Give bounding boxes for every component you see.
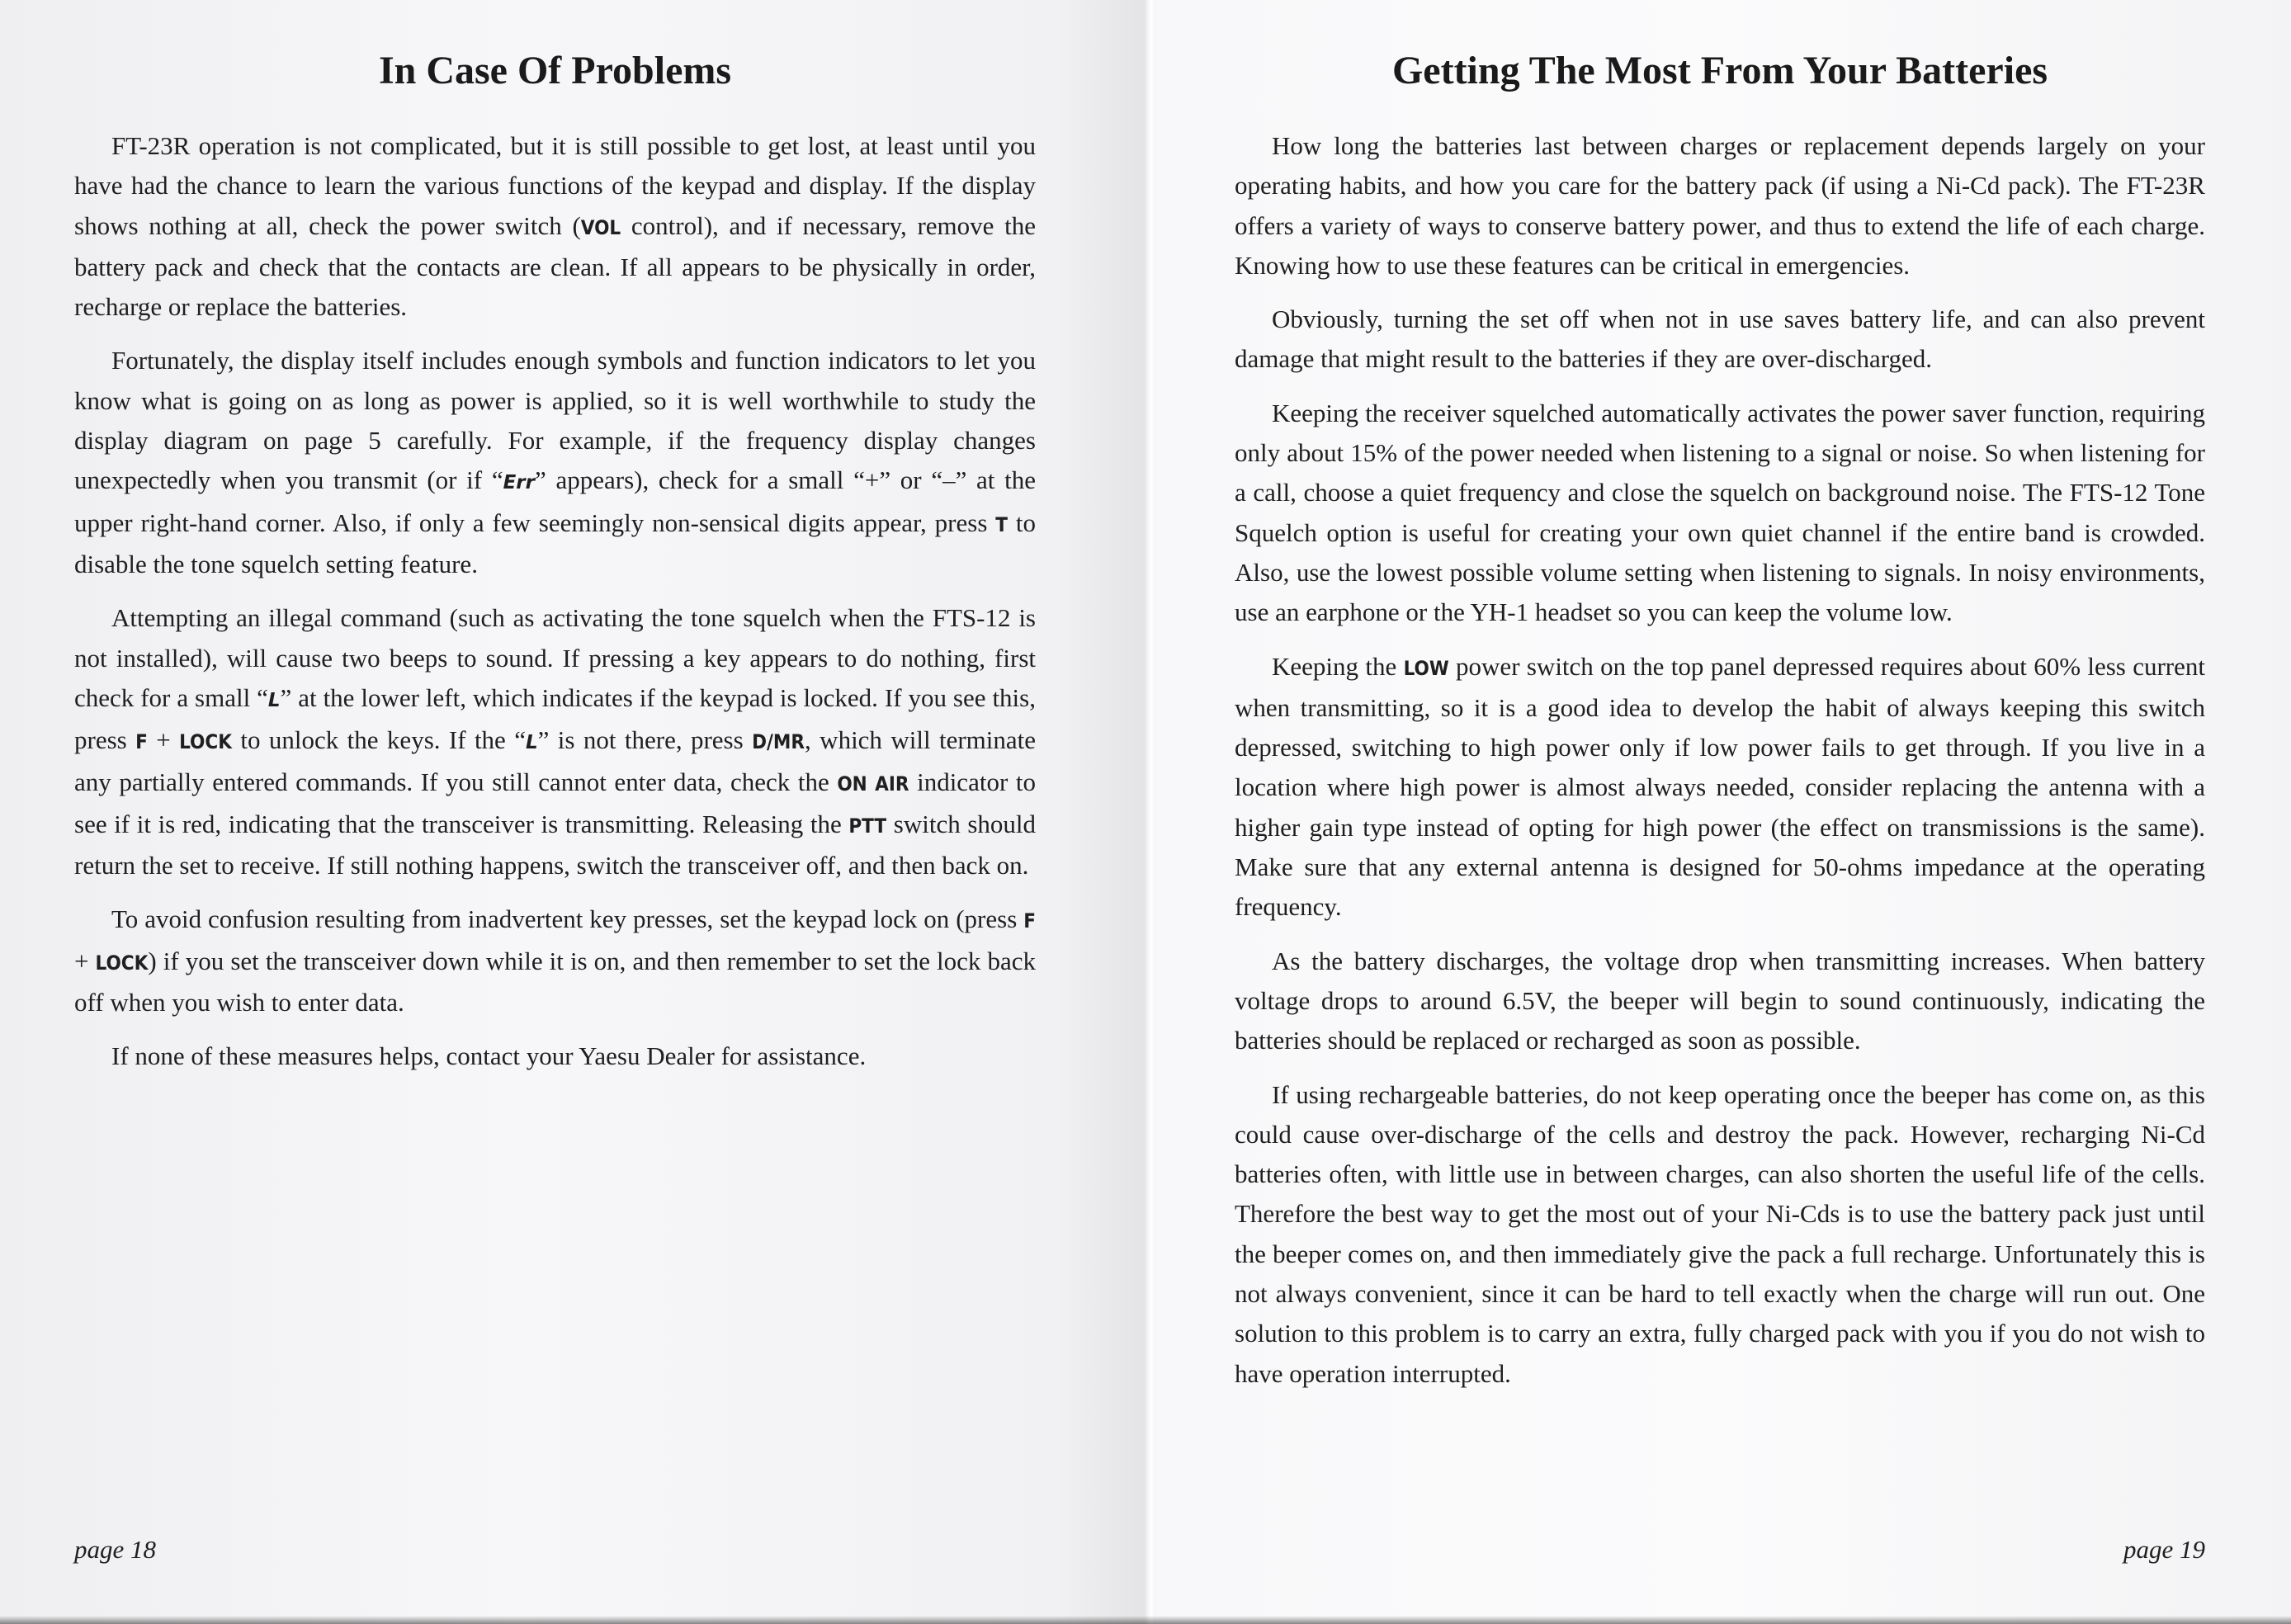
err-indicator-label: Err [503,472,535,494]
f-key-label: F [1023,909,1036,933]
t-key-label: T [995,512,1008,536]
f-key-label: F [135,730,148,754]
text-run: + [147,725,180,755]
text-run: power switch on the top panel depressed requires about 60% less current when transmitting, so it is a good idea to develop the habit of always keeping this switch depressed, switching to high power only if low power fails to get through. If you live in a location where high power is almost always needed, consider replacing the antenna with a higher gain type instead of opting for high power (the effect on transmissions is the same). Make sure that any external antenna is designed for 50-ohms impedance at the operating frequency. [1235,651,2205,922]
page-title: In Case Of Problems [378,49,732,92]
on-air-indicator-label: ON AIR [837,772,909,796]
scan-bottom-edge [0,1616,2291,1624]
text-run: ” at the lower left, which indicates if the keypad is locked. If you see this, press [74,682,1036,755]
text-run: + [74,946,96,975]
paragraph-recharging: If using rechargeable batteries, do not keep operating once the beeper has come on, as this could cause over-discharge of the cells and destroy the pack. However, recharging Ni-Cd batteries often, with little use in between charges, can also shorten the useful life of the cells. Therefore the best way to get the most out of your Ni-Cds is to use the battery pack just until the beeper comes on, and then immediately give the pack a full recharge. Unfortunately this is not always convenient, since it can be hard to tell exactly when the charge will run out. One solution to this problem is to carry an extra, fully charged pack with you if you do not wish to have operation interrupted. [1235,1079,2205,1388]
paragraph-power-off: Obviously, turning the set off when not in use saves battery life, and can also prevent damage that might result to the batteries if they are over-discharged. [1235,304,2205,374]
paragraph-intro [74,126,1036,327]
text-run: to disable the tone squelch setting feature. [74,508,1036,578]
text-run: Attempting an illegal command (such as activating the tone squelch when the FTS-12 is not installed), will cause two beeps to sound. If pressing a key appears to do nothing, first check for a small “ [74,603,1036,712]
paragraph-display [74,341,1036,584]
vol-control-label: VOL [580,215,621,239]
page-number: page 18 [74,1535,157,1564]
text-run: switch should return the set to receive. If still nothing happens, switch the transceiver off, and then back on. [74,809,1036,880]
text-run: ) if you set the transceiver down while it is on, and then remember to set the lock back off when you wish to enter data. [74,946,1037,1017]
text-run: Keeping the [1272,651,1404,681]
text-run: to unlock the keys. If the “ [232,725,526,755]
text-run: indicator to see if it is red, indicating that the transceiver is transmitting. Releasing the [74,767,1036,838]
lock-indicator-label: L [267,689,281,711]
text-run: ” appears), check for a small “+” or “–” at the upper right-hand corner. Also, if only a few seemingly non-sensical digits appear, press [74,465,1036,537]
lock-indicator-label: L [525,732,538,754]
book-gutter [1144,0,1155,1624]
text-run: ” is not there, press [537,725,753,755]
paragraph-illegal-command [74,598,1036,885]
text-run: control), and if necessary, remove the battery pack and check that the contacts are clean. If all appears to be physically in order, recharge or replace the batteries. [74,210,1036,322]
paragraph-squelch: Keeping the receiver squelched automatically activates the power saver function, requiring only about 15% of the power needed when listening to a signal or noise. So when listening for a call, choose a quiet frequency and close the squelch on background noise. The FTS-12 Tone Squelch option is useful for creating your own quiet channel if the entire band is crowded. Also, use the lowest possible volume setting when listening to signals. In noisy environments, use an earphone or the YH-1 headset so you can keep the volume low. [1235,398,2205,627]
lock-key-label: LOCK [179,730,232,754]
page-title: Getting The Most From Your Batteries [1391,49,2048,92]
paragraph-battery-life: How long the batteries last between charges or replacement depends largely on your operating habits, and how you care for the battery pack (if using a Ni-Cd pack). The FT-23R offers a variety of ways to conserve battery power, and thus to extend the life of each charge. Knowing how to use these features can be critical in emergencies. [1235,131,2205,280]
ptt-switch-label: PTT [848,814,887,838]
dmr-key-label: D/MR [752,730,805,754]
paragraph-keypad-lock [74,899,1036,1022]
right-page [1150,0,2291,1624]
lock-key-label: LOCK [95,951,149,975]
text-run: , which will terminate any partially entered commands. If you still cannot enter data, check the [74,725,1037,797]
text-run: Fortunately, the display itself includes enough symbols and function indicators to let you know what is going on as long as power is applied, so it is well worthwhile to study the display diagram on page 5 carefully. For example, if the frequency display changes unexpectedly when you transmit (or if “ [74,346,1036,495]
page-number: page 19 [2123,1535,2205,1564]
paragraph-low-power [1235,647,2205,928]
text-run: To avoid confusion resulting from inadvertent key presses, set the keypad lock on (press [111,904,1024,934]
paragraph-dealer: If none of these measures helps, contact your Yaesu Dealer for assistance. [111,1041,867,1071]
paragraph-voltage-drop: As the battery discharges, the voltage drop when transmitting increases. When battery voltage drops to around 6.5V, the beeper will begin to sound continuously, indicating the batteries should be replaced or recharged as soon as possible. [1235,946,2205,1055]
text-run: FT-23R operation is not complicated, but it is still possible to get lost, at least until you have had the chance to learn the various functions of the keypad and display. If the display shows nothing at all, check the power switch ( [74,131,1036,240]
low-switch-label: LOW [1403,656,1449,680]
